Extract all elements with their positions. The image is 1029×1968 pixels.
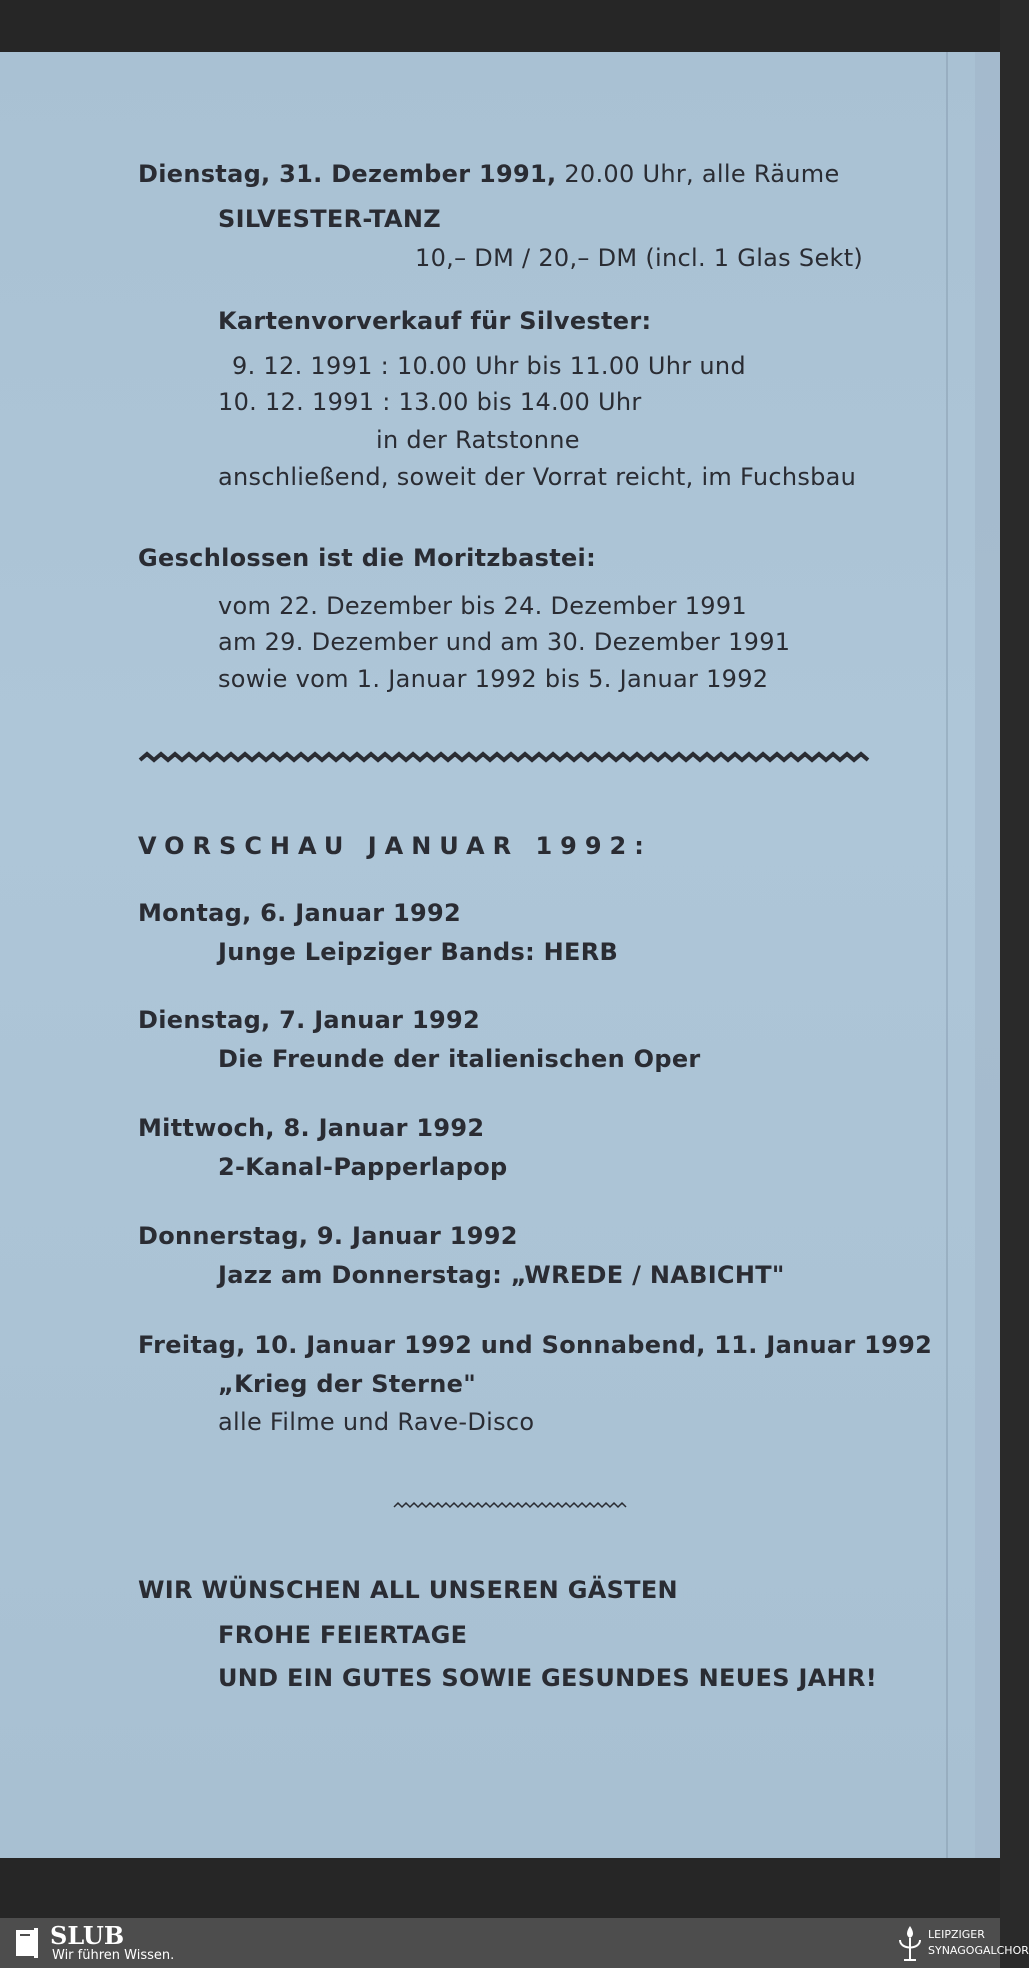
event-2-title: Die Freunde der italienischen Oper (218, 1045, 701, 1073)
vorverkauf-line-4: anschließend, soweit der Vorrat reicht, im Fuchsbau (218, 463, 857, 491)
silvester-date: Dienstag, 31. Dezember 1991, (138, 160, 557, 188)
scan-top-border (0, 0, 1000, 52)
closed-line-2: am 29. Dezember und am 30. Dezember 1991 (218, 628, 791, 656)
event-4-title: Jazz am Donnerstag: „WREDE / NABICHT" (218, 1261, 785, 1289)
event-2-date: Dienstag, 7. Januar 1992 (138, 1006, 480, 1034)
vorverkauf-line-1: 9. 12. 1991 : 10.00 Uhr bis 11.00 Uhr und (232, 352, 746, 380)
event-4-date: Donnerstag, 9. Januar 1992 (138, 1222, 518, 1250)
greeting-line-2: FROHE FEIERTAGE (218, 1621, 468, 1649)
vorverkauf-heading: Kartenvorverkauf für Silvester: (218, 307, 652, 335)
event-1-date: Montag, 6. Januar 1992 (138, 899, 462, 927)
event-3-date: Mittwoch, 8. Januar 1992 (138, 1114, 485, 1142)
menorah-icon (896, 1922, 924, 1964)
closed-line-3: sowie vom 1. Januar 1992 bis 5. Januar 1992 (218, 665, 769, 693)
silvester-time: 20.00 Uhr, alle Räume (564, 160, 840, 188)
silvester-title: SILVESTER-TANZ (218, 205, 441, 233)
slub-slogan: Wir führen Wissen. (52, 1948, 175, 1963)
vorverkauf-line-2: 10. 12. 1991 : 13.00 bis 14.00 Uhr (218, 388, 642, 416)
silvester-date-line (138, 160, 840, 188)
closed-heading: Geschlossen ist die Moritzbastei: (138, 544, 596, 572)
silvester-price: 10,– DM / 20,– DM (incl. 1 Glas Sekt) (415, 244, 864, 272)
paper-fold-line (946, 52, 948, 1858)
event-1-title: Junge Leipziger Bands: HERB (218, 938, 619, 966)
partner-name-line-2: SYNAGOGALCHOR (928, 1944, 1029, 1957)
event-5-date: Freitag, 10. Januar 1992 und Sonnabend, 11. Januar 1992 (138, 1331, 933, 1359)
vorverkauf-line-3: in der Ratstonne (376, 426, 580, 454)
slub-book-icon[interactable] (14, 1926, 40, 1960)
divider-wavy-small (394, 1500, 626, 1510)
event-5-title: „Krieg der Sterne" (218, 1370, 477, 1398)
footer-bar (0, 1918, 1029, 1968)
greeting-line-3: UND EIN GUTES SOWIE GESUNDES NEUES JAHR! (218, 1664, 877, 1692)
preview-heading: VORSCHAU JANUAR 1992: (138, 832, 652, 860)
paper-edge (975, 52, 1000, 1858)
closed-line-1: vom 22. Dezember bis 24. Dezember 1991 (218, 592, 747, 620)
greeting-line-1: WIR WÜNSCHEN ALL UNSEREN GÄSTEN (138, 1576, 678, 1604)
slub-brand[interactable]: SLUB (50, 1921, 125, 1950)
divider-zigzag-bold (140, 750, 868, 764)
event-5-subtitle: alle Filme und Rave-Disco (218, 1408, 535, 1436)
scan-bottom-border (0, 1858, 1000, 1918)
event-3-title: 2-Kanal-Papperlapop (218, 1153, 508, 1181)
partner-name-line-1: LEIPZIGER (928, 1928, 985, 1941)
